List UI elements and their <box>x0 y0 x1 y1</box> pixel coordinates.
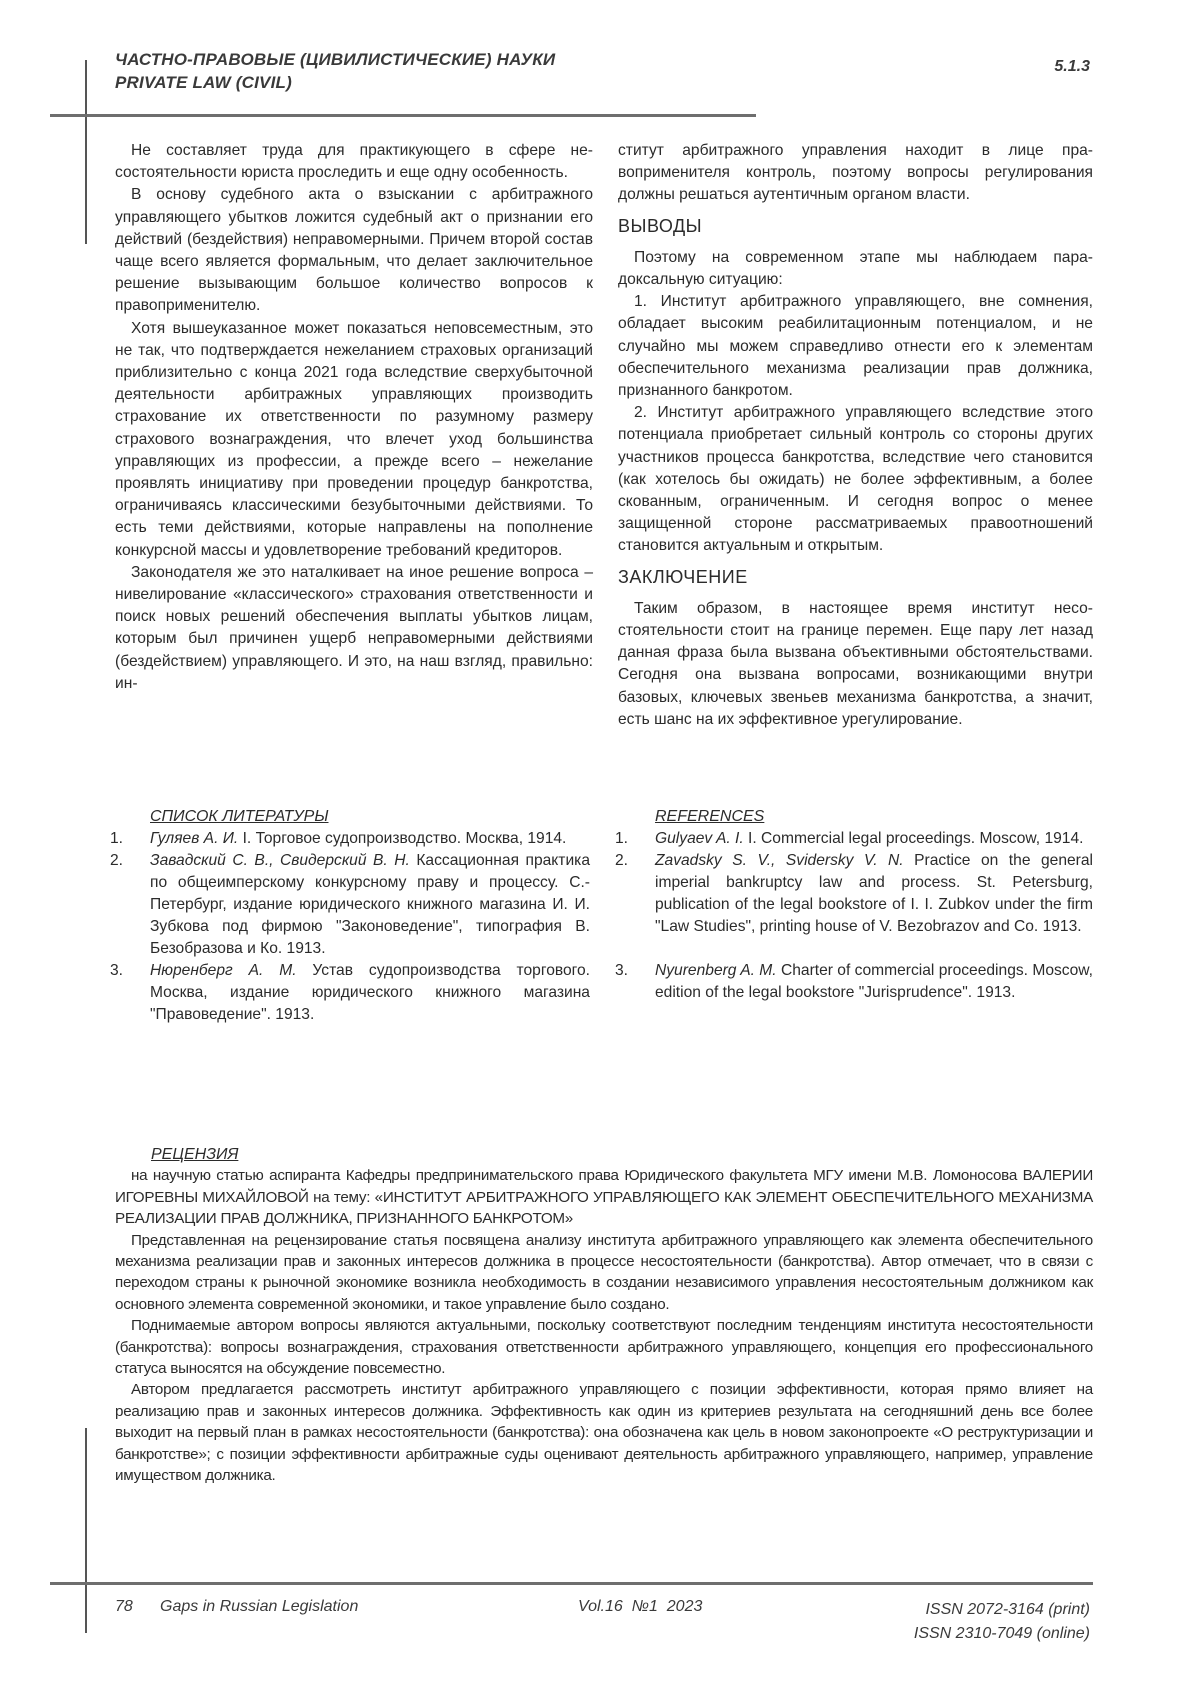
review-paragraph: Автором предлагается рассмотреть институт арбитражного управляющего с позиции эффективности, которая прямо влияет на реализацию прав и законных интересов должника. Эффективность как один из критериев результата на сегодняшний день все более выходит на первый план в рамках несостоятельности (банкротства): она обозначена как цель в новом законопроекте «О реструктуризации и банкротстве»; с позиции эффективности арбитражные суды оценивают деятельность арбитражного управляющего, например, управление имуществом должника. <box>115 1381 1093 1485</box>
review-paragraph: Представленная на рецензирование статья посвящена анализу института арбитражного управляющего как элемента обеспечительного механизма реализации прав и законных интересов должника в процессе несостоятельности (банкротства). Автор отмечает, что в связи с переходом страны к рыночной экономике возникла необходимость в создании независимого управления несостоятельным должником как основного элемента современной экономики, и такое управление было создано. <box>115 1231 1093 1313</box>
references-en <box>615 806 1093 1004</box>
reference-text: Charter of commercial proceedings. Moscow, edition of the legal bookstore "Jurisprudence". 1913. <box>655 962 1093 1001</box>
issn-block <box>914 1598 1090 1646</box>
header-rule <box>50 114 756 117</box>
page-number: 78 <box>115 1598 133 1615</box>
issn-online: ISSN 2310-7049 (online) <box>913 1625 1090 1642</box>
reference-text: Кассационная практика по общеимперскому конкурсному праву и процессу. С.-Петербург, издание юридического книжного магазина И. И. Зубкова под фирмою "Законоведение", типография В. Безобразова и Ко. 1913. <box>150 852 590 957</box>
reference-author: Nyurenberg A. M. <box>655 962 777 979</box>
references-en-heading: REFERENCES <box>655 808 765 825</box>
reference-author: Завадский С. В., Свидерский В. Н. <box>150 852 410 869</box>
reference-author: Zavadsky S. V., Svidersky V. N. <box>655 852 904 869</box>
reference-author: Нюренберг А. М. <box>150 962 297 979</box>
paragraph: 2. Институт арбитражного управляющего вследствие этого потенциала приобретает сильный контроль со стороны других участников процесса банкротства, вследствие чего становится (как хотелось бы ожидать) не более эффективным, а более скованным, ограниченным. И сегодня вопрос о менее защищенной стороне рассматриваемых правоотношений становится актуальным и открытым. <box>618 404 1093 555</box>
references-ru-list <box>110 828 590 1026</box>
reference-number: 1. <box>615 830 629 847</box>
issn-print: ISSN 2072-3164 (print) <box>925 1601 1090 1618</box>
paragraph: Законодателя же это наталкивает на иное решение вопроса – нивелирование «классического» страхования ответственности и поиск новых решений обеспечения выплаты убытков лицам, которым был причинен ущерб неправомерными действиями (бездействием) управляющего. И это, на наш взгляд, правильно: ин- <box>115 563 593 692</box>
volume-issue: Vol.16 №1 2023 <box>578 1598 703 1615</box>
reference-item <box>615 960 1093 1004</box>
review-section <box>115 1144 1093 1487</box>
reference-text: Устав судопроизводства торгового. Москва, издание юридического книжного магазина "Правоведение". 1913. <box>150 962 590 1023</box>
references-en-list <box>615 828 1093 1004</box>
review-heading: РЕЦЕНЗИЯ <box>151 1146 239 1163</box>
reference-item <box>615 850 1093 938</box>
references-ru-heading: СПИСОК ЛИТЕРАТУРЫ <box>150 808 329 825</box>
section-code: 5.1.3 <box>1054 58 1090 75</box>
summary-heading: ЗАКЛЮЧЕНИЕ <box>618 566 748 587</box>
left-margin-rule-top <box>85 60 87 244</box>
journal-title: Gaps in Russian Legislation <box>160 1598 359 1615</box>
reference-text: I. Торговое судопроизводство. Москва, 1914. <box>238 830 567 847</box>
running-header <box>115 48 555 94</box>
reference-author: Гуляев А. И. <box>150 830 239 847</box>
section-title-en: PRIVATE LAW (CIVIL) <box>115 73 292 92</box>
review-paragraph: Поднимаемые автором вопросы являются актуальными, поскольку соответствуют последним тенденциям института несостоятельности (банкротства): вопросы вознаграждения, страхования ответственности арбитражного управляющего, концепция его профессионального статуса выносятся на обсуждение повсеместно. <box>115 1317 1093 1378</box>
reference-item <box>615 828 1093 850</box>
reference-item <box>110 850 590 960</box>
section-title-ru: ЧАСТНО-ПРАВОВЫЕ (ЦИВИЛИСТИЧЕСКИЕ) НАУКИ <box>115 50 556 69</box>
footer-rule <box>50 1582 1093 1585</box>
references-ru <box>110 806 590 1026</box>
reference-author: Gulyaev A. I. <box>655 830 744 847</box>
paragraph: Поэтому на современном этапе мы наблюдаем парадоксальную ситуацию: <box>618 248 1093 289</box>
reference-number: 2. <box>110 852 124 869</box>
paragraph: В основу судебного акта о взыскании с арбитражного управляющего убытков ложится судебный акт о признании его действий (бездействия) неправомерными. Причем второй состав чаще всего является формальным, что делает заключительное решение вызывающим большое количество вопросов к правоприменителю. <box>115 186 593 315</box>
paragraph: 1. Институт арбитражного управляющего, вне сомнения, обладает высоким реабилитационным потенциалом, и не случайно мы можем справедливо отнести его к элементам обеспечительного механизма реализации прав должника, признанного банкротом. <box>618 293 1093 400</box>
left-column <box>115 140 593 695</box>
reference-text: I. Commercial legal proceedings. Moscow, 1914. <box>743 830 1084 847</box>
review-paragraph: на научную статью аспиранта Кафедры предпринимательского права Юридического факультета МГУ имени М.В. Ломоносова ВАЛЕРИИ ИГОРЕВНЫ МИХАЙЛОВОЙ на тему: «ИНСТИТУТ АРБИТРАЖНОГО УПРАВЛЯЮЩЕГО КАК ЭЛЕМЕНТ ОБЕСПЕЧИТЕЛЬНОГО МЕХАНИЗМА РЕАЛИЗАЦИИ ПРАВ ДОЛЖНИКА, ПРИЗНАННОГО БАНКРОТОМ» <box>115 1167 1093 1228</box>
reference-number: 3. <box>615 962 629 979</box>
paragraph: Не составляет труда для практикующего в сфере несостоятельности юриста проследить и еще одну особенность. <box>115 142 593 182</box>
paragraph: Таким образом, в настоящее время институт несостоятельности стоит на границе перемен. Еще пару лет назад данная фраза была вызвана объективными обстоятельствами. Сегодня она вызвана вопросами, возникающими внутри базовых, ключевых звеньев механизма банкротства, а значит, есть шанс на их эффективное урегулирование. <box>618 599 1093 728</box>
conclusions-heading: ВЫВОДЫ <box>618 215 703 236</box>
reference-item <box>110 828 590 850</box>
reference-item <box>110 960 590 1026</box>
reference-text: Practice on the general imperial bankruptcy law and process. St. Petersburg, publication of the legal bookstore of I. I. Zubkov under the firm "Law Studies", printing house of V. Bezobrazov and Co. 1913. <box>655 852 1094 935</box>
paragraph: Хотя вышеуказанное может показаться неповсеместным, это не так, что подтверждается нежеланием страховых организаций приблизительно с конца 2021 года вследствие сверхубыточной деятельности арбитражных управляющих производить страхование их ответственности по разумному размеру страхового вознаграждения, что влечет уход большинства управляющих из профессии, а прежде всего – нежелание проявлять инициативу при проведении процедур банкротства, ограничиваясь классическими безубыточными действиями. То есть теми действиями, которые направлены на пополнение конкурсной массы и удовлетворение требований кредиторов. <box>115 319 593 559</box>
reference-number: 1. <box>110 830 124 847</box>
right-column <box>618 140 1093 731</box>
reference-number: 2. <box>615 852 629 869</box>
paragraph-continuation: ститут арбитражного управления находит в лице правоприменителя контроль, поэтому вопросы регулирования должны решаться аутентичным органом власти. <box>618 142 1093 204</box>
left-margin-rule-bottom <box>85 1428 87 1633</box>
reference-number: 3. <box>110 962 124 979</box>
